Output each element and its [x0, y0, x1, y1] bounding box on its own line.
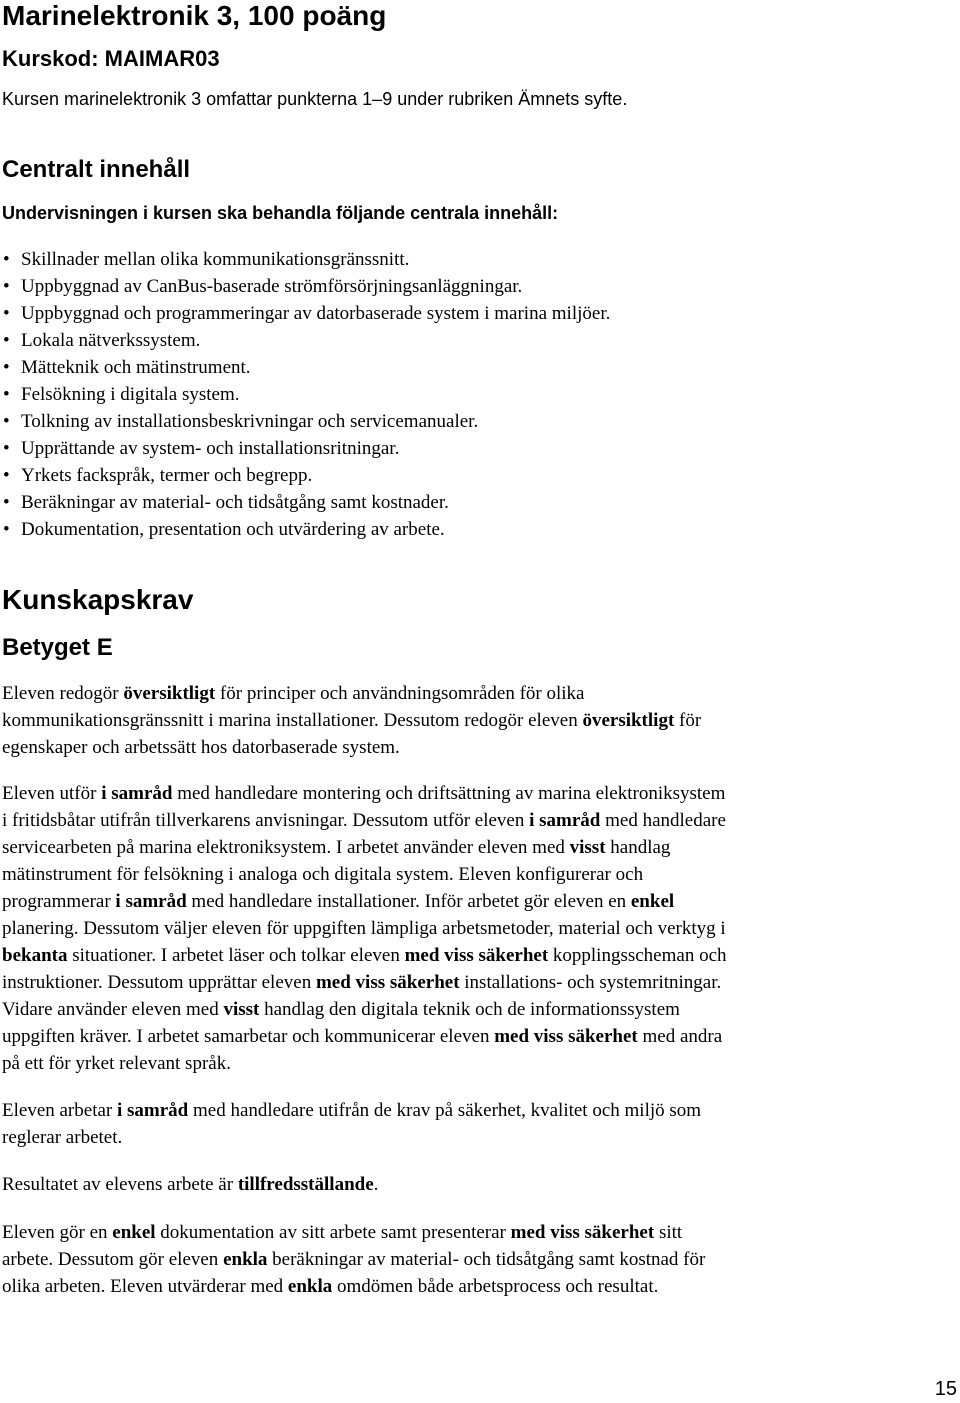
text-line — [2, 1124, 952, 1151]
requirements-text — [2, 680, 952, 1300]
text-line — [2, 834, 952, 861]
central-content-list — [2, 246, 952, 543]
list-item-text: Uppbyggnad och programmeringar av datorbaserade system i marina miljöer. — [21, 303, 611, 324]
text-line — [2, 1171, 952, 1198]
text-run: . — [373, 1174, 379, 1195]
text-run: beräkningar av material- och tidsåtgång samt kostnad för — [267, 1249, 706, 1270]
emphasis-text: i samråd — [116, 1100, 189, 1121]
text-line — [2, 915, 952, 942]
text-line — [2, 680, 952, 707]
list-item-text: Uppbyggnad av CanBus-baserade strömförsörjningsanläggningar. — [21, 276, 523, 297]
emphasis-text: i samråd — [529, 810, 601, 831]
list-item — [2, 327, 952, 354]
emphasis-text: med viss säkerhet — [315, 972, 460, 993]
list-item — [2, 435, 952, 462]
emphasis-text: bekanta — [2, 945, 68, 966]
text-line — [2, 780, 952, 807]
text-line — [2, 1050, 952, 1077]
requirement-paragraph — [2, 780, 952, 1077]
emphasis-text: översiktligt — [123, 683, 216, 704]
text-run: programmerar — [2, 891, 116, 912]
emphasis-text: enkel — [112, 1222, 156, 1243]
text-line — [2, 1219, 952, 1246]
emphasis-text: visst — [223, 999, 260, 1020]
list-item-text: Yrkets fackspråk, termer och begrepp. — [21, 465, 313, 486]
list-item-text: Dokumentation, presentation och utvärdering av arbete. — [21, 519, 445, 540]
text-run: kopplingsscheman och — [548, 945, 727, 966]
bullet-icon: • — [3, 303, 10, 324]
bullet-icon: • — [3, 330, 10, 351]
text-run: olika arbeten. Eleven utvärderar med — [2, 1276, 288, 1297]
text-run: Resultatet av elevens arbete är — [2, 1174, 238, 1195]
grade-heading: Betyget E — [2, 634, 113, 661]
text-run: omdömen både arbetsprocess och resultat. — [332, 1276, 659, 1297]
text-run: på ett för yrket relevant språk. — [2, 1053, 231, 1074]
text-run: för principer och användningsområden för olika — [215, 683, 585, 704]
list-item — [2, 516, 952, 543]
list-item-text: Skillnader mellan olika kommunikationsgränssnitt. — [21, 249, 410, 270]
text-line — [2, 707, 952, 734]
emphasis-text: tillfredsställande — [237, 1174, 374, 1195]
list-item-text: Tolkning av installationsbeskrivningar och servicemanualer. — [21, 411, 479, 432]
text-run: mätinstrument för felsökning i analoga och digitala system. Eleven konfigurerar och — [2, 864, 644, 885]
text-run: med handledare montering och driftsättning av marina elektroniksystem — [172, 783, 726, 804]
text-line — [2, 1023, 952, 1050]
requirements-heading: Kunskapskrav — [2, 584, 194, 615]
list-item — [2, 273, 952, 300]
bullet-icon: • — [3, 519, 10, 540]
central-content-lead: Undervisningen i kursen ska behandla följande centrala innehåll: — [2, 203, 559, 223]
list-item — [2, 246, 952, 273]
list-item-text: Felsökning i digitala system. — [21, 384, 240, 405]
bullet-icon: • — [3, 276, 10, 297]
requirement-paragraph — [2, 1219, 952, 1300]
bullet-icon: • — [3, 492, 10, 513]
text-run: planering. Dessutom väljer eleven för uppgiften lämpliga arbetsmetoder, material och verktyg i — [2, 918, 726, 939]
list-item-text: Beräkningar av material- och tidsåtgång samt kostnader. — [21, 492, 449, 513]
emphasis-text: enkel — [630, 891, 675, 912]
text-line — [2, 734, 952, 761]
bullet-icon: • — [3, 249, 10, 270]
emphasis-text: visst — [569, 837, 606, 858]
text-run: för — [674, 710, 702, 731]
requirement-paragraph — [2, 680, 952, 761]
list-item — [2, 489, 952, 516]
emphasis-text: översiktligt — [582, 710, 675, 731]
text-run: egenskaper och arbetssätt hos datorbaserade system. — [2, 737, 400, 758]
emphasis-text: med viss säkerhet — [404, 945, 549, 966]
text-run: arbete. Dessutom gör eleven — [2, 1249, 224, 1270]
text-line — [2, 1097, 952, 1124]
bullet-icon: • — [3, 384, 10, 405]
text-run: uppgiften kräver. I arbetet samarbetar och kommunicerar eleven — [2, 1026, 495, 1047]
emphasis-text: med viss säkerhet — [510, 1222, 655, 1243]
document-page — [2, 0, 952, 1300]
text-line — [2, 861, 952, 888]
text-run: Vidare använder eleven med — [2, 999, 224, 1020]
text-run: instruktioner. Dessutom upprättar eleven — [2, 972, 316, 993]
bullet-icon: • — [3, 465, 10, 486]
central-content-heading: Centralt innehåll — [2, 156, 191, 183]
emphasis-text: i samråd — [101, 783, 173, 804]
text-run: dokumentation av sitt arbete samt presenterar — [155, 1222, 511, 1243]
text-run: handlag den digitala teknik och de informationssystem — [259, 999, 680, 1020]
course-code: Kurskod: MAIMAR03 — [2, 46, 220, 71]
emphasis-text: med viss säkerhet — [494, 1026, 638, 1047]
list-item — [2, 354, 952, 381]
page-number: 15 — [934, 1378, 957, 1400]
text-run: med handledare — [600, 810, 726, 831]
requirement-paragraph — [2, 1097, 952, 1151]
text-run: i fritidsbåtar utifrån tillverkarens anvisningar. Dessutom utför eleven — [2, 810, 530, 831]
text-run: Eleven gör en — [2, 1222, 113, 1243]
text-line — [2, 942, 952, 969]
text-line — [2, 1273, 952, 1300]
text-run: sitt — [654, 1222, 683, 1243]
course-title: Marinelektronik 3, 100 poäng — [2, 0, 387, 31]
text-run: med handledare installationer. Inför arbetet gör eleven en — [186, 891, 631, 912]
text-line — [2, 1246, 952, 1273]
emphasis-text: i samråd — [115, 891, 187, 912]
bullet-icon: • — [3, 411, 10, 432]
text-line — [2, 888, 952, 915]
list-item — [2, 462, 952, 489]
text-line — [2, 807, 952, 834]
course-intro: Kursen marinelektronik 3 omfattar punkterna 1–9 under rubriken Ämnets syfte. — [2, 89, 628, 109]
list-item — [2, 300, 952, 327]
bullet-icon: • — [3, 357, 10, 378]
text-run: situationer. I arbetet läser och tolkar eleven — [67, 945, 405, 966]
bullet-icon: • — [3, 438, 10, 459]
text-run: Eleven utför — [2, 783, 102, 804]
text-run: handlag — [605, 837, 671, 858]
text-run: Eleven redogör — [2, 683, 124, 704]
text-line — [2, 996, 952, 1023]
emphasis-text: enkla — [223, 1249, 268, 1270]
emphasis-text: enkla — [287, 1276, 333, 1297]
text-run: reglerar arbetet. — [2, 1127, 123, 1148]
text-run: servicearbeten på marina elektroniksystem. I arbetet använder eleven med — [2, 837, 570, 858]
list-item-text: Mätteknik och mätinstrument. — [21, 357, 251, 378]
list-item — [2, 408, 952, 435]
text-run: installations- och systemritningar. — [459, 972, 722, 993]
requirement-paragraph — [2, 1171, 952, 1198]
text-run: kommunikationsgränssnitt i marina installationer. Dessutom redogör eleven — [2, 710, 583, 731]
text-run: med handledare utifrån de krav på säkerhet, kvalitet och miljö som — [188, 1100, 702, 1121]
text-line — [2, 969, 952, 996]
list-item-text: Lokala nätverkssystem. — [21, 330, 201, 351]
text-run: Eleven arbetar — [2, 1100, 117, 1121]
list-item-text: Upprättande av system- och installationsritningar. — [21, 438, 400, 459]
text-run: med andra — [637, 1026, 723, 1047]
list-item — [2, 381, 952, 408]
